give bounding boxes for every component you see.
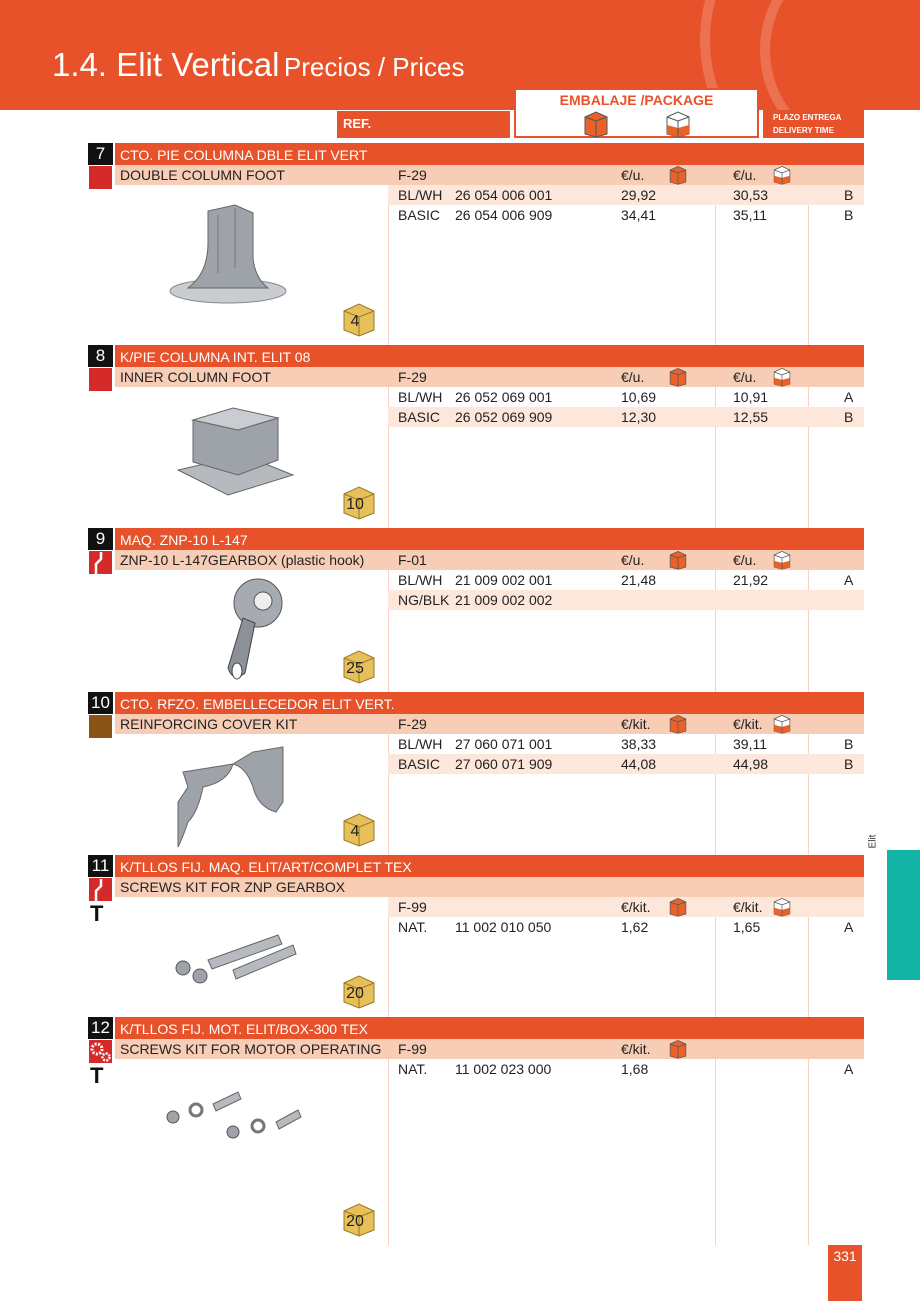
box-full-icon xyxy=(668,897,688,917)
price-half-box: 35,11 xyxy=(733,207,767,223)
variant: NAT. xyxy=(398,919,428,935)
pack-quantity: 25 xyxy=(346,660,364,677)
unit-label-2: €/kit. xyxy=(733,716,763,732)
variant: BL/WH xyxy=(398,389,443,405)
reference-number: 21 009 002 002 xyxy=(455,592,553,608)
delivery-time: A xyxy=(844,572,854,588)
price-row xyxy=(388,917,864,937)
box-half-icon xyxy=(772,897,792,917)
item-type-icon xyxy=(88,1039,113,1064)
item-title-en: ZNP-10 L-147GEARBOX (plastic hook) xyxy=(120,552,365,568)
unit-label-2: €/u. xyxy=(733,167,757,183)
item-type-icon xyxy=(88,367,113,392)
box-full-icon xyxy=(668,367,688,387)
price-row xyxy=(388,570,864,590)
price-row xyxy=(388,1059,864,1079)
product-section xyxy=(88,345,864,528)
item-title-en: REINFORCING COVER KIT xyxy=(120,716,298,732)
side-tab xyxy=(887,850,920,980)
title-sub: Precios / Prices xyxy=(283,52,465,82)
side-tab-label: Elit xyxy=(867,834,879,849)
pack-quantity: 10 xyxy=(346,496,364,513)
reference-number: 27 060 071 001 xyxy=(455,736,553,752)
product-section xyxy=(88,692,864,855)
reference-number: 21 009 002 001 xyxy=(455,572,553,588)
variant: BL/WH xyxy=(398,572,443,588)
delivery-time: B xyxy=(844,409,854,425)
item-subheader xyxy=(115,877,864,897)
item-title-es: CTO. PIE COLUMNA DBLE ELIT VERT xyxy=(115,143,864,165)
product-section xyxy=(88,143,864,345)
unit-label-1: €/kit. xyxy=(621,716,651,732)
item-number: 11 xyxy=(88,855,113,877)
unit-label-1: €/u. xyxy=(621,167,645,183)
column-divider xyxy=(808,1059,809,1245)
price-box: 21,48 xyxy=(621,572,657,588)
column-divider xyxy=(388,1059,389,1245)
package-header xyxy=(514,88,759,138)
item-title-en: SCREWS KIT FOR ZNP GEARBOX xyxy=(120,879,346,895)
delivery-time: A xyxy=(844,389,854,405)
box-half-icon xyxy=(772,550,792,570)
item-title-en: SCREWS KIT FOR MOTOR OPERATING xyxy=(120,1041,382,1057)
variant: BASIC xyxy=(398,207,441,223)
price-half-box: 12,55 xyxy=(733,409,769,425)
item-type-icon xyxy=(88,550,113,575)
price-box: 44,08 xyxy=(621,756,657,772)
price-box: 38,33 xyxy=(621,736,657,752)
item-subheader xyxy=(115,550,864,570)
delivery-time: A xyxy=(844,1061,854,1077)
item-title-en: DOUBLE COLUMN FOOT xyxy=(120,167,285,183)
color-swatch-icon xyxy=(88,367,113,392)
box-full-icon xyxy=(668,550,688,570)
pack-quantity-badge xyxy=(343,303,375,337)
package-label: EMBALAJE /PACKAGE xyxy=(559,92,714,108)
price-half-box: 39,11 xyxy=(733,736,767,752)
item-subheader xyxy=(115,714,864,734)
item-title-es: K/PIE COLUMNA INT. ELIT 08 xyxy=(115,345,864,367)
product-section xyxy=(88,1017,864,1245)
item-number: 7 xyxy=(88,143,113,165)
price-box: 1,62 xyxy=(621,919,649,935)
price-box: 1,68 xyxy=(621,1061,649,1077)
price-half-box: 1,65 xyxy=(733,919,761,935)
price-row xyxy=(388,387,864,407)
page-title xyxy=(52,46,465,84)
pack-quantity-badge xyxy=(343,975,375,1009)
price-half-box: 10,91 xyxy=(733,389,769,405)
price-row xyxy=(388,205,864,225)
product-image-gearbox xyxy=(183,573,313,693)
product-image-inner-column-foot xyxy=(168,400,298,510)
item-subheader xyxy=(115,1039,864,1059)
delivery-time: B xyxy=(844,207,854,223)
unit-label-1: €/u. xyxy=(621,369,645,385)
reference-number: 26 054 006 001 xyxy=(455,187,553,203)
delivery-time: B xyxy=(844,756,854,772)
box-half-icon xyxy=(772,165,792,185)
reference-number: 26 052 069 001 xyxy=(455,389,553,405)
pack-quantity-badge xyxy=(343,650,375,684)
delivery-time: A xyxy=(844,919,854,935)
price-row xyxy=(388,754,864,774)
reference-number: 26 052 069 909 xyxy=(455,409,553,425)
item-subheader xyxy=(115,367,864,387)
finish-code: F-99 xyxy=(398,1041,427,1057)
pack-quantity: 20 xyxy=(346,1213,364,1230)
tee-marker: T xyxy=(90,901,104,926)
pack-quantity: 4 xyxy=(350,313,360,330)
unit-label-1: €/kit. xyxy=(621,1041,651,1057)
price-half-box: 21,92 xyxy=(733,572,769,588)
tee-marker: T xyxy=(90,1063,104,1088)
price-box: 10,69 xyxy=(621,389,657,405)
pack-quantity-badge xyxy=(343,813,375,847)
product-image-double-column-foot xyxy=(163,203,293,313)
box-half-icon xyxy=(772,714,792,734)
unit-label-1: €/u. xyxy=(621,552,645,568)
item-code-row xyxy=(388,897,864,917)
gearbox-hook-icon xyxy=(88,877,113,902)
ref-column-header: REF. xyxy=(337,111,510,138)
item-title-es: K/TLLOS FIJ. MOT. ELIT/BOX-300 TEX xyxy=(115,1017,864,1039)
reference-number: 27 060 071 909 xyxy=(455,756,553,772)
pack-quantity: 4 xyxy=(350,823,360,840)
item-number: 8 xyxy=(88,345,113,367)
unit-label-1: €/kit. xyxy=(621,899,651,915)
gearbox-hook-icon xyxy=(88,550,113,575)
product-image-motor-screws-kit xyxy=(158,1082,308,1152)
price-box: 34,41 xyxy=(621,207,657,223)
box-full-icon xyxy=(668,1039,688,1059)
item-type-icon xyxy=(88,165,113,190)
price-row xyxy=(388,407,864,427)
item-number: 9 xyxy=(88,528,113,550)
finish-code: F-29 xyxy=(398,167,427,183)
motor-gears-icon xyxy=(88,1039,113,1064)
item-type-icon xyxy=(88,714,113,739)
product-section xyxy=(88,855,864,1017)
box-full-icon xyxy=(668,714,688,734)
color-swatch-icon xyxy=(88,165,113,190)
unit-label-2: €/u. xyxy=(733,369,757,385)
item-number: 12 xyxy=(88,1017,113,1039)
product-section xyxy=(88,528,864,692)
box-full-icon xyxy=(582,110,610,138)
variant: NG/BLK xyxy=(398,592,450,608)
delivery-header xyxy=(763,110,864,138)
delivery-time: B xyxy=(844,187,854,203)
column-divider xyxy=(715,1059,716,1245)
finish-code: F-99 xyxy=(398,899,427,915)
product-image-screws-kit xyxy=(168,930,308,990)
reference-number: 11 002 010 050 xyxy=(455,919,552,935)
finish-code: F-01 xyxy=(398,552,427,568)
price-half-box: 44,98 xyxy=(733,756,769,772)
box-half-icon xyxy=(772,367,792,387)
pack-quantity-badge xyxy=(343,486,375,520)
reference-number: 26 054 006 909 xyxy=(455,207,553,223)
delivery-label-en: DELIVERY TIME xyxy=(773,126,834,135)
item-title-es: CTO. RFZO. EMBELLECEDOR ELIT VERT. xyxy=(115,692,864,714)
price-box: 29,92 xyxy=(621,187,657,203)
pack-quantity: 20 xyxy=(346,985,364,1002)
finish-code: F-29 xyxy=(398,716,427,732)
price-row xyxy=(388,590,864,610)
price-box: 12,30 xyxy=(621,409,657,425)
pack-quantity-badge xyxy=(343,1203,375,1237)
title-main: 1.4. Elit Vertical xyxy=(52,46,280,83)
item-subheader xyxy=(115,165,864,185)
item-title-en: INNER COLUMN FOOT xyxy=(120,369,271,385)
delivery-label-es: PLAZO ENTREGA xyxy=(773,113,842,122)
delivery-time: B xyxy=(844,736,854,752)
item-title-es: K/TLLOS FIJ. MAQ. ELIT/ART/COMPLET TEX xyxy=(115,855,864,877)
item-number: 10 xyxy=(88,692,113,714)
variant: NAT. xyxy=(398,1061,428,1077)
reference-number: 11 002 023 000 xyxy=(455,1061,552,1077)
variant: BASIC xyxy=(398,756,441,772)
item-title-es: MAQ. ZNP-10 L-147 xyxy=(115,528,864,550)
price-half-box: 30,53 xyxy=(733,187,769,203)
unit-label-2: €/u. xyxy=(733,552,757,568)
price-row xyxy=(388,185,864,205)
price-row xyxy=(388,734,864,754)
variant: BL/WH xyxy=(398,187,443,203)
item-type-icon xyxy=(88,877,113,902)
box-half-icon xyxy=(664,110,692,138)
product-image-cover-kit xyxy=(158,742,298,852)
finish-code: F-29 xyxy=(398,369,427,385)
color-swatch-icon xyxy=(88,714,113,739)
page-number: 331 xyxy=(828,1245,862,1301)
variant: BL/WH xyxy=(398,736,443,752)
variant: BASIC xyxy=(398,409,441,425)
box-full-icon xyxy=(668,165,688,185)
unit-label-2: €/kit. xyxy=(733,899,763,915)
